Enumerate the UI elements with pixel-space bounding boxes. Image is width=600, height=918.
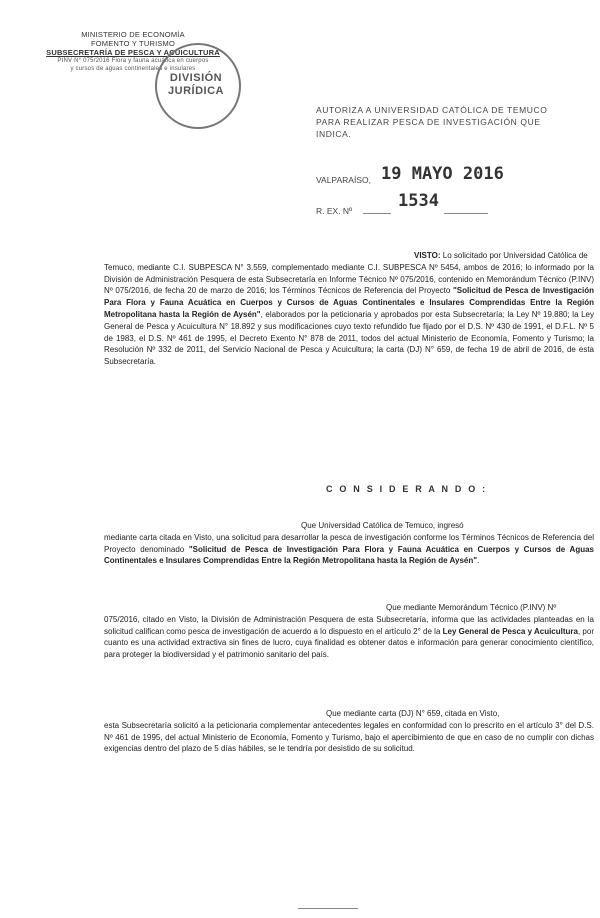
place-label: VALPARAÍSO, [316,175,371,185]
header-ref-2: y cursos de aguas continentales e insulares [70,66,196,72]
visto-body-b: , elaborados por la peticionaria y aprobados por esta Subsecretaría; la Ley Nº 19.880; la Ley General de Pesca y Acuicultura N° 18.892 y sus modificaciones cuyo texto refundido fue fijado por el D.S. Nº 430 de 1991, el D.F.L. Nº 5 de 1983, el D.S. Nº 461 de 1995, el Decreto Exento N° 878 de 2011, todos del actual Ministerio de Economía, Fomento y Turismo; la Resolución Nº 332 de 2011, del Servicio Nacional de Pesca y Acuicultura; la carta (DJ) N° 659, de fecha 19 de abril de 2016, de esta Subsecretaría. [104,309,594,367]
handwritten-date: 19 MAYO 2016 [381,164,504,184]
considerando-heading: C O N S I D E R A N D O : [326,484,488,494]
stamp-line-1: DIVISIÓN [169,72,223,84]
header-ministry-sub: FOMENTO Y TURISMO [90,39,176,48]
rex-blank-2 [444,213,488,214]
c2-body [104,614,594,661]
c1-body-a: mediante carta citada en Visto, una solicitud para desarrollar la pesca de investigación conforme los Términos Técnicos de Referencia del Proyecto denominado [104,532,594,554]
c2-law: Ley General de Pesca y Acuicultura [442,626,578,636]
header-subsecretaria: SUBSECRETARÍA DE PESCA Y ACUICULTURA [46,48,220,57]
visto-label: VISTO: [414,251,441,260]
rex-number: 1534 [398,191,439,211]
c1-body [104,532,594,567]
visto-paragraph [104,250,594,368]
c2-body-a: 075/2016, citado en Visto, la División de Administración Pesquera de esta Subsecretaría, informa que las actividades planteadas en la solicitud califican como pesca de investigación de acuerdo a lo dispuesto en el artículo 2° de la [104,614,594,636]
c2-first-line: Que mediante Memorándum Técnico (P.INV) Nº [386,603,557,612]
considerando-paragraph-2 [104,602,594,661]
c1-project-title: "Solicitud de Pesca de Investigación Para Flora y Fauna Acuática en Cuerpos y Cursos de Aguas Continentales e Insulares Comprendidas Entre la Región Metropolitana hasta la Región de Aysén" [104,544,594,566]
footer-rule [298,908,358,909]
visto-first-line [104,250,594,262]
resolution-subject [316,104,586,140]
rex-blank-1 [363,213,391,214]
c1-first-line: Que Universidad Católica de Temuco, ingresó [301,521,464,530]
stamp-line-2: JURÍDICA [168,85,224,97]
c3-body: esta Subsecretaría solicitó a la peticionaria complementar antecedentes legales en conformidad con lo prescrito en el artículo 3° del D.S. Nº 461 de 1995, del actual Ministerio de Economía, Fomento y Turismo, bajo el apercibimiento de que en caso de no cumplir con dichas exigencias dentro del plazo de 5 días hábiles, se le tendría por desistido de su solicitud. [104,720,594,754]
subject-line-2: PARA REALIZAR PESCA DE INVESTIGACIÓN QUE [316,117,541,127]
stamp-text [160,72,232,98]
header-ref-1: PINV N° 075/2016 Flora y fauna acuática en cuerpos [57,58,209,64]
rex-label: R. EX. Nº [316,206,353,216]
visto-first-text: Lo solicitado por Universidad Católica de [442,251,588,260]
subject-line-3: INDICA. [316,129,352,139]
considerando-paragraph-3 [104,708,594,755]
subject-line-1: AUTORIZA A UNIVERSIDAD CATÓLICA DE TEMUCO [316,105,548,115]
c3-first-line: Que mediante carta (DJ) N° 659, citada en Visto, [326,709,500,718]
visto-project-title: "Solicitud de Pesca de Investigación Para Flora y Fauna Acuática en Cuerpos y Cursos de Aguas Continentales e Insulares Comprendidas Entre la Región Metropolitana hasta la Región de Aysén" [104,286,595,319]
c1-body-b: . [477,556,480,566]
visto-body-a: Temuco, mediante C.I. SUBPESCA N° 3.559, complementado mediante C.I. SUBPESCA Nº 5454, ambos de 2016; lo informado por la División de Administración Pesquera de esta Subsecretaría en Informe Técnico Nº 075/2016, contenido en Memorándum Técnico (P.INV) Nº 075/2016, de fecha 20 de marzo de 2016; los Términos Técnicos de Referencia del Proyecto [104,262,594,296]
visto-body [104,262,594,368]
c2-body-b: , por cuanto es una actividad extractiva sin fines de lucro, cuya finalidad es obtener datos e información para generar conocimiento científico, para proteger la biodiversidad y el patrimonio sanitario del país. [104,626,594,660]
considerando-paragraph-1 [104,520,594,567]
header-ministry: MINISTERIO DE ECONOMÍA [81,30,185,39]
